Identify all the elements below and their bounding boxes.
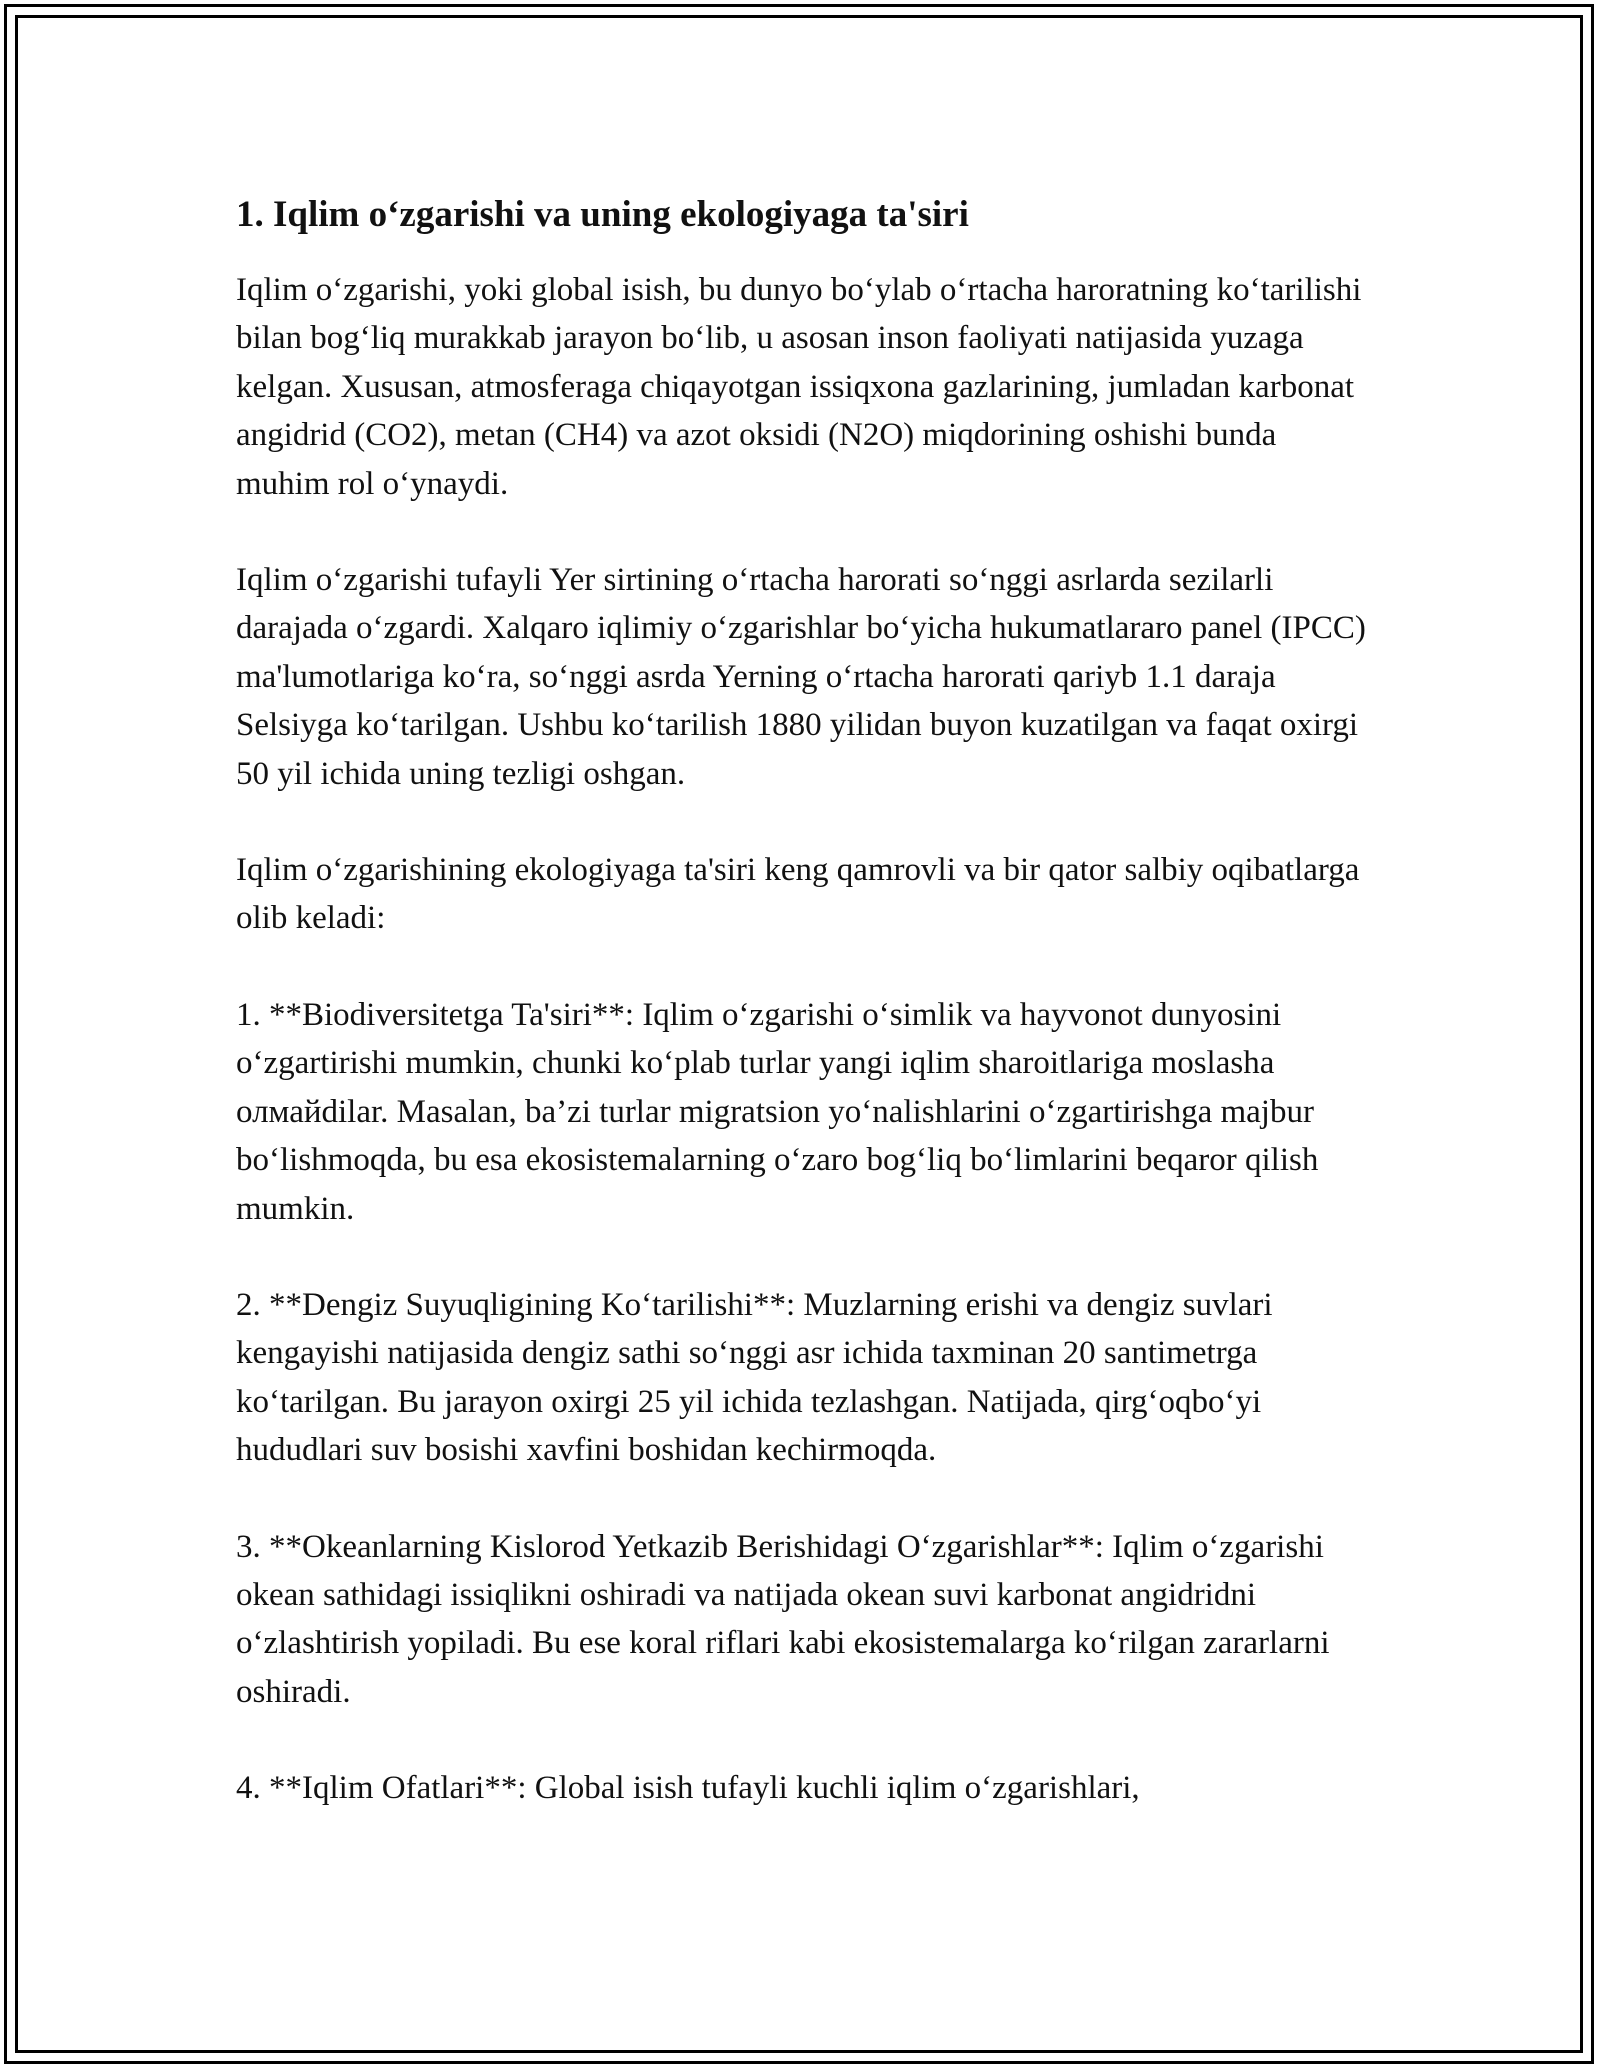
- section-heading: 1. Iqlim o‘zgarishi va uning ekologiyaga ta'siri: [236, 194, 969, 235]
- list-item-disasters: 4. **Iqlim Ofatlari**: Global isish tufayli kuchli iqlim o‘zgarishlari,: [236, 1770, 1140, 1807]
- paragraph-impact-lead: Iqlim o‘zgarishining ekologiyaga ta'siri keng qamrovli va bir qator salbiy oqibatlarga olib keladi:: [236, 852, 1360, 937]
- document-body: [236, 186, 1376, 1861]
- paragraph-intro: Iqlim o‘zgarishi, yoki global isish, bu dunyo bo‘ylab o‘rtacha haroratning ko‘tarilishi bilan bog‘liq murakkab jarayon bo‘lib, u asosan inson faoliyati natijasida yuzaga kelgan. Xususan, atmosferaga chiqayotgan issiqxona gazlarining, jumladan karbonat angidrid (CO2), metan (CH4) va azot oksidi (N2O) miqdorining oshishi bunda muhim rol o‘ynaydi.: [236, 272, 1362, 502]
- paragraph-temperature: Iqlim o‘zgarishi tufayli Yer sirtining o‘rtacha harorati so‘nggi asrlarda sezilarli darajada o‘zgardi. Xalqaro iqlimiy o‘zgarishlar bo‘yicha hukumatlararo panel (IPCC) ma'lumotlariga ko‘ra, so‘nggi asrda Yerning o‘rtacha harorati qariyb 1.1 daraja Selsiyga ko‘tarilgan. Ushbu ko‘tarilish 1880 yilidan buyon kuzatilgan va faqat oxirgi 50 yil ichida uning tezligi oshgan.: [236, 562, 1366, 792]
- list-item-biodiversity: 1. **Biodiversitetga Ta'siri**: Iqlim o‘zgarishi o‘simlik va hayvonot dunyosini o‘zgartirishi mumkin, chunki ko‘plab turlar yangi iqlim sharoitlariga moslasha олмайdilar. Masalan, ba’zi turlar migratsion yo‘nalishlarini o‘zgartirishga majbur bo‘lishmoqda, bu esa ekosistemalarning o‘zaro bog‘liq bo‘limlarini beqaror qilish mumkin.: [236, 996, 1319, 1227]
- list-item-sea-level: 2. **Dengiz Suyuqligining Ko‘tarilishi**: Muzlarning erishi va dengiz suvlari kengayishi natijasida dengiz sathi so‘nggi asr ichida taxminan 20 santimetrga ko‘tarilgan. Bu jarayon oxirgi 25 yil ichida tezlashgan. Natijada, qirg‘oqbo‘yi hududlari suv bosishi xavfini boshidan kechirmoqda.: [236, 1286, 1273, 1469]
- list-item-ocean: 3. **Okeanlarning Kislorod Yetkazib Berishidagi O‘zgarishlar**: Iqlim o‘zgarishi okean sathidagi issiqlikni oshiradi va natijada okean suvi karbonat angidridni o‘zlashtirish yopiladi. Bu ese koral riflari kabi ekosistemalarga ko‘rilgan zararlarni oshiradi.: [236, 1528, 1330, 1710]
